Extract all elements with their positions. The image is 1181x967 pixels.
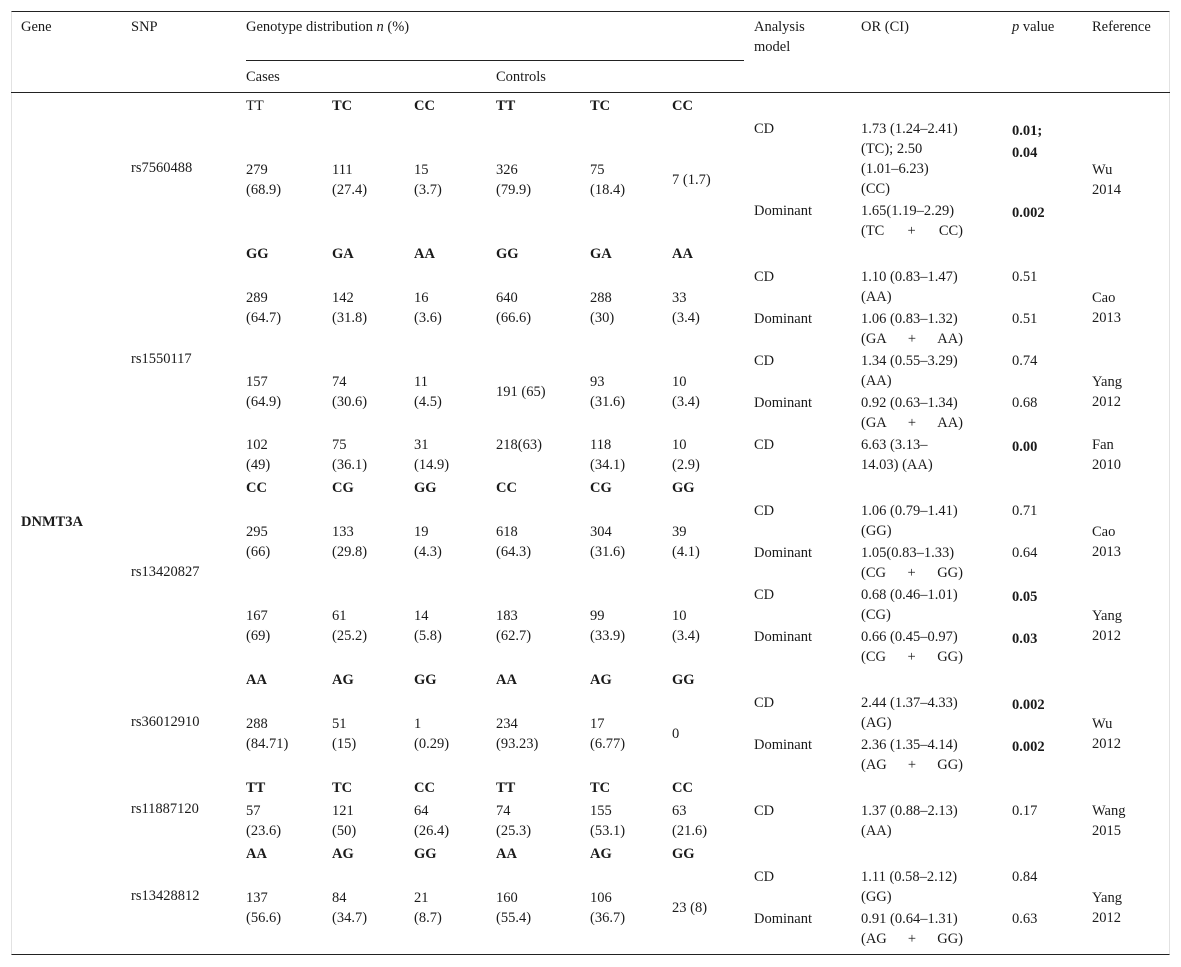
- genotype-count: 51: [332, 716, 347, 732]
- genotype-count: 64: [414, 803, 429, 819]
- genotype-percent: (5.8): [414, 628, 442, 644]
- or-value: (TC); 2.50: [861, 141, 923, 157]
- genotype-count: 167: [246, 608, 268, 624]
- genotype-percent: (36.1): [332, 457, 368, 473]
- genotype-header: CG: [590, 480, 612, 496]
- genotype-percent: (25.2): [332, 628, 368, 644]
- genotype-percent: (18.4): [590, 182, 626, 198]
- genotype-header: TT: [496, 98, 516, 114]
- genotype-header: GG: [672, 480, 695, 496]
- p-value: 0.71: [1012, 503, 1038, 519]
- or-group: [861, 221, 963, 241]
- genotype-percent: (3.4): [672, 310, 700, 326]
- or-value: (GG): [861, 523, 892, 539]
- p-value: 0.002: [1012, 739, 1045, 755]
- or-group-part: CC): [938, 223, 963, 239]
- genotype-percent: (66.6): [496, 310, 532, 326]
- model-dominant: Dominant: [754, 911, 812, 927]
- or-value: 2.36 (1.35–4.14): [861, 737, 958, 753]
- genotype-header: GG: [414, 480, 437, 496]
- genotype-percent: (66): [246, 544, 271, 560]
- genotype-percent: (14.9): [414, 457, 450, 473]
- reference-author: Fan: [1092, 437, 1114, 453]
- genotype-percent: (2.9): [672, 457, 700, 473]
- header-p-value: [1012, 17, 1054, 37]
- genotype-header: GA: [590, 246, 612, 262]
- genotype-percent: (34.7): [332, 910, 368, 926]
- or-group-part: (TC: [861, 223, 885, 239]
- header-gene: Gene: [21, 19, 52, 35]
- model-dominant: Dominant: [754, 629, 812, 645]
- genotype-percent: (4.1): [672, 544, 700, 560]
- p-value: 0.002: [1012, 697, 1045, 713]
- header-controls: Controls: [496, 69, 546, 85]
- header-subrule: [246, 60, 744, 61]
- or-group-part: (CG: [861, 649, 886, 665]
- genotype-percent: (4.5): [414, 394, 442, 410]
- or-value: (GG): [861, 889, 892, 905]
- genotype-header: TC: [332, 780, 353, 796]
- or-value: (AA): [861, 289, 892, 305]
- genotype-percent: (84.71): [246, 736, 289, 752]
- or-group-part: (GA: [861, 415, 887, 431]
- genotype-count: 0: [672, 726, 680, 742]
- genotype-percent: (0.29): [414, 736, 450, 752]
- or-group-part: GG): [937, 931, 963, 947]
- genotype-count: 111: [332, 162, 353, 178]
- genotype-percent: (36.7): [590, 910, 626, 926]
- header-genotype-n: n: [376, 19, 384, 35]
- header-genotype-text: Genotype distribution: [246, 19, 377, 35]
- or-group: [861, 563, 963, 583]
- genotype-header: GA: [332, 246, 354, 262]
- genotype-count: 39: [672, 524, 687, 540]
- model-dominant: Dominant: [754, 203, 812, 219]
- genotype-count: 304: [590, 524, 612, 540]
- snp-rs11887120: rs11887120: [131, 801, 199, 817]
- genotype-count: 33: [672, 290, 687, 306]
- genotype-percent: (26.4): [414, 823, 450, 839]
- or-group-part: GG): [937, 757, 963, 773]
- genotype-percent: (30): [590, 310, 615, 326]
- genotype-count: 57: [246, 803, 261, 819]
- or-value: 1.65(1.19–2.29): [861, 203, 955, 219]
- or-group-part: GG): [937, 649, 963, 665]
- reference-year: 2013: [1092, 310, 1121, 326]
- genotype-count: 21: [414, 890, 429, 906]
- genotype-count: 75: [590, 162, 605, 178]
- genotype-count: 14: [414, 608, 429, 624]
- genotype-header: AG: [332, 672, 354, 688]
- snp-rs36012910: rs36012910: [131, 714, 200, 730]
- genotype-count: 137: [246, 890, 268, 906]
- genotype-count: 295: [246, 524, 268, 540]
- p-value: 0.04: [1012, 145, 1038, 161]
- header-rule: [11, 92, 1170, 93]
- genotype-count: 288: [246, 716, 268, 732]
- model-dominant: Dominant: [754, 737, 812, 753]
- genotype-header: GG: [496, 246, 519, 262]
- reference-author: Wu: [1092, 716, 1113, 732]
- p-value: 0.51: [1012, 269, 1038, 285]
- genotype-header: TC: [332, 98, 353, 114]
- model-cd: CD: [754, 695, 775, 711]
- genotype-header: AA: [496, 846, 517, 862]
- genotype-count: 75: [332, 437, 347, 453]
- reference-year: 2015: [1092, 823, 1121, 839]
- or-group: [861, 329, 963, 349]
- or-group-part: (GA: [861, 331, 887, 347]
- genotype-count: 160: [496, 890, 518, 906]
- reference-year: 2012: [1092, 910, 1121, 926]
- genotype-count: 155: [590, 803, 612, 819]
- or-value: 14.03) (AA): [861, 457, 933, 473]
- or-value: 0.92 (0.63–1.34): [861, 395, 958, 411]
- genotype-percent: (15): [332, 736, 357, 752]
- or-group-plus: +: [907, 331, 917, 347]
- genotype-count: 288: [590, 290, 612, 306]
- p-value: 0.68: [1012, 395, 1038, 411]
- genotype-count: 84: [332, 890, 347, 906]
- genotype-percent: (79.9): [496, 182, 532, 198]
- header-p-rest: value: [1019, 19, 1055, 35]
- genotype-percent: (33.9): [590, 628, 626, 644]
- snp-rs13420827: rs13420827: [131, 564, 200, 580]
- genotype-header: CC: [414, 780, 435, 796]
- genotype-header: GG: [672, 846, 695, 862]
- genotype-percent: (64.3): [496, 544, 532, 560]
- genotype-count: 19: [414, 524, 429, 540]
- header-cases: Cases: [246, 69, 280, 85]
- genotype-count: 183: [496, 608, 518, 624]
- reference-author: Cao: [1092, 524, 1116, 540]
- genotype-count: 74: [332, 374, 347, 390]
- or-group-part: (AG: [861, 931, 887, 947]
- genotype-percent: (56.6): [246, 910, 282, 926]
- genotype-count: 640: [496, 290, 518, 306]
- or-group-plus: +: [907, 757, 917, 773]
- genotype-count: 74: [496, 803, 511, 819]
- genotype-percent: (3.4): [672, 628, 700, 644]
- genotype-header: CC: [672, 780, 693, 796]
- genotype-count: 63: [672, 803, 687, 819]
- genotype-header: CC: [496, 480, 517, 496]
- or-value: (CG): [861, 607, 891, 623]
- reference-year: 2013: [1092, 544, 1121, 560]
- p-value: 0.64: [1012, 545, 1038, 561]
- reference-year: 2012: [1092, 736, 1121, 752]
- genotype-count: 23 (8): [672, 900, 708, 916]
- genotype-header: GG: [246, 246, 269, 262]
- genotype-count: 10: [672, 374, 687, 390]
- genotype-header: GG: [414, 672, 437, 688]
- p-value: 0.01;: [1012, 123, 1043, 139]
- genotype-header: GG: [414, 846, 437, 862]
- genotype-percent: (62.7): [496, 628, 532, 644]
- or-group-plus: +: [907, 415, 917, 431]
- or-group: [861, 647, 963, 667]
- snp-rs13428812: rs13428812: [131, 888, 200, 904]
- or-value: 1.34 (0.55–3.29): [861, 353, 958, 369]
- genotype-count: 99: [590, 608, 605, 624]
- genotype-header: CG: [332, 480, 354, 496]
- genotype-percent: (8.7): [414, 910, 442, 926]
- genotype-header: AG: [332, 846, 354, 862]
- p-value: 0.002: [1012, 205, 1045, 221]
- genotype-header: TC: [590, 780, 611, 796]
- genotype-count: 133: [332, 524, 354, 540]
- genotype-count: 142: [332, 290, 354, 306]
- genotype-percent: (64.9): [246, 394, 282, 410]
- genotype-header: GG: [672, 672, 695, 688]
- or-value: (AA): [861, 823, 892, 839]
- genotype-percent: (4.3): [414, 544, 442, 560]
- p-value: 0.00: [1012, 439, 1038, 455]
- genotype-percent: (64.7): [246, 310, 282, 326]
- header-p-italic: p: [1012, 19, 1020, 35]
- genotype-percent: (3.7): [414, 182, 442, 198]
- or-group: [861, 929, 963, 949]
- genotype-count: 17: [590, 716, 605, 732]
- or-group-part: (AG: [861, 757, 887, 773]
- p-value: 0.63: [1012, 911, 1038, 927]
- genotype-count: 10: [672, 608, 687, 624]
- reference-author: Yang: [1092, 374, 1122, 390]
- genotype-header: AA: [246, 846, 267, 862]
- or-value: 1.11 (0.58–2.12): [861, 869, 958, 885]
- genotype-count: 157: [246, 374, 268, 390]
- or-group-part: AA): [937, 415, 963, 431]
- genotype-percent: (27.4): [332, 182, 368, 198]
- genotype-header: AG: [590, 672, 612, 688]
- genotype-percent: (53.1): [590, 823, 626, 839]
- or-group-plus: +: [907, 649, 916, 665]
- genotype-percent: (69): [246, 628, 271, 644]
- genotype-count: 16: [414, 290, 429, 306]
- or-value: 1.06 (0.79–1.41): [861, 503, 958, 519]
- p-value: 0.74: [1012, 353, 1038, 369]
- or-value: (AA): [861, 373, 892, 389]
- or-value: (AG): [861, 715, 892, 731]
- header-snp: SNP: [131, 19, 158, 35]
- genotype-percent: (3.4): [672, 394, 700, 410]
- genotype-percent: (50): [332, 823, 357, 839]
- genotype-count: 7 (1.7): [672, 172, 711, 188]
- genotype-percent: (68.9): [246, 182, 282, 198]
- genotype-header: TC: [590, 98, 611, 114]
- genotype-percent: (6.77): [590, 736, 626, 752]
- genotype-percent: (31.8): [332, 310, 368, 326]
- or-value: (1.01–6.23): [861, 161, 929, 177]
- genotype-header: CC: [414, 98, 435, 114]
- reference-year: 2014: [1092, 182, 1121, 198]
- or-value: 1.06 (0.83–1.32): [861, 311, 958, 327]
- or-value: 0.91 (0.64–1.31): [861, 911, 958, 927]
- or-group: [861, 413, 963, 433]
- or-group-plus: +: [907, 931, 917, 947]
- gene-name: DNMT3A: [21, 514, 84, 530]
- genotype-header: TT: [246, 780, 266, 796]
- genotype-count: 93: [590, 374, 605, 390]
- genotype-percent: (29.8): [332, 544, 368, 560]
- reference-author: Wu: [1092, 162, 1113, 178]
- genotype-count: 15: [414, 162, 429, 178]
- reference-year: 2012: [1092, 628, 1121, 644]
- or-value: 1.10 (0.83–1.47): [861, 269, 958, 285]
- snp-rs7560488: rs7560488: [131, 160, 193, 176]
- or-group-part: GG): [937, 565, 963, 581]
- model-cd: CD: [754, 353, 775, 369]
- header-or-ci: OR (CI): [861, 19, 909, 35]
- or-value: 2.44 (1.37–4.33): [861, 695, 958, 711]
- model-cd: CD: [754, 803, 775, 819]
- genotype-count: 31: [414, 437, 429, 453]
- genotype-percent: (49): [246, 457, 271, 473]
- or-value: 0.68 (0.46–1.01): [861, 587, 958, 603]
- genotype-header: CC: [246, 480, 267, 496]
- p-value: 0.05: [1012, 589, 1038, 605]
- model-cd: CD: [754, 503, 775, 519]
- genotype-count: 11: [414, 374, 428, 390]
- or-group: [861, 755, 963, 775]
- or-group-part: (CG: [861, 565, 886, 581]
- genotype-header: AA: [496, 672, 517, 688]
- header-analysis-model: Analysis model: [754, 19, 805, 55]
- genotype-count: 618: [496, 524, 518, 540]
- model-cd: CD: [754, 269, 775, 285]
- p-value: 0.84: [1012, 869, 1038, 885]
- genotype-percent: (23.6): [246, 823, 282, 839]
- snp-rs1550117: rs1550117: [131, 351, 192, 367]
- p-value: 0.51: [1012, 311, 1038, 327]
- genotype-count: 289: [246, 290, 268, 306]
- or-value: 1.37 (0.88–2.13): [861, 803, 958, 819]
- model-dominant: Dominant: [754, 311, 812, 327]
- genotype-count: 106: [590, 890, 612, 906]
- or-value: 0.66 (0.45–0.97): [861, 629, 958, 645]
- model-cd: CD: [754, 869, 775, 885]
- reference-year: 2012: [1092, 394, 1121, 410]
- genotype-header: TT: [246, 98, 264, 114]
- genotype-percent: (93.23): [496, 736, 539, 752]
- genotype-percent: (21.6): [672, 823, 708, 839]
- or-group-part: AA): [937, 331, 963, 347]
- model-cd: CD: [754, 587, 775, 603]
- p-value: 0.03: [1012, 631, 1038, 647]
- reference-author: Wang: [1092, 803, 1126, 819]
- genotype-count: 191 (65): [496, 384, 546, 400]
- or-value: 1.73 (1.24–2.41): [861, 121, 958, 137]
- or-group-plus: +: [907, 565, 916, 581]
- model-cd: CD: [754, 121, 775, 137]
- genotype-count: 121: [332, 803, 354, 819]
- reference-author: Yang: [1092, 608, 1122, 624]
- genotype-header: AG: [590, 846, 612, 862]
- genotype-percent: (34.1): [590, 457, 626, 473]
- genotype-header: AA: [672, 246, 693, 262]
- genotype-percent: (30.6): [332, 394, 368, 410]
- or-value: 1.05(0.83–1.33): [861, 545, 955, 561]
- genotype-count: 10: [672, 437, 687, 453]
- genotype-percent: (55.4): [496, 910, 532, 926]
- genotype-count: 61: [332, 608, 347, 624]
- reference-author: Cao: [1092, 290, 1116, 306]
- genotype-header: TT: [496, 780, 516, 796]
- genotype-header: CC: [672, 98, 693, 114]
- reference-year: 2010: [1092, 457, 1121, 473]
- genotype-count: 218(63): [496, 437, 542, 453]
- model-dominant: Dominant: [754, 395, 812, 411]
- genotype-header: AA: [414, 246, 435, 262]
- genotype-percent: (3.6): [414, 310, 442, 326]
- or-group-plus: +: [907, 223, 916, 239]
- p-value: 0.17: [1012, 803, 1038, 819]
- or-value: 6.63 (3.13–: [861, 437, 928, 453]
- model-cd: CD: [754, 437, 775, 453]
- reference-author: Yang: [1092, 890, 1122, 906]
- genotype-header: AA: [246, 672, 267, 688]
- genotype-count: 234: [496, 716, 518, 732]
- genotype-count: 279: [246, 162, 268, 178]
- genotype-count: 102: [246, 437, 268, 453]
- header-genotype-distribution: [246, 17, 409, 37]
- model-dominant: Dominant: [754, 545, 812, 561]
- genotype-count: 1: [414, 716, 422, 732]
- genotype-percent: (31.6): [590, 394, 626, 410]
- header-genotype-percent: (%): [383, 19, 410, 35]
- or-value: (CC): [861, 181, 890, 197]
- genotype-count: 326: [496, 162, 518, 178]
- genotype-percent: (25.3): [496, 823, 532, 839]
- genotype-count: 118: [590, 437, 612, 453]
- header-reference: Reference: [1092, 19, 1151, 35]
- genotype-percent: (31.6): [590, 544, 626, 560]
